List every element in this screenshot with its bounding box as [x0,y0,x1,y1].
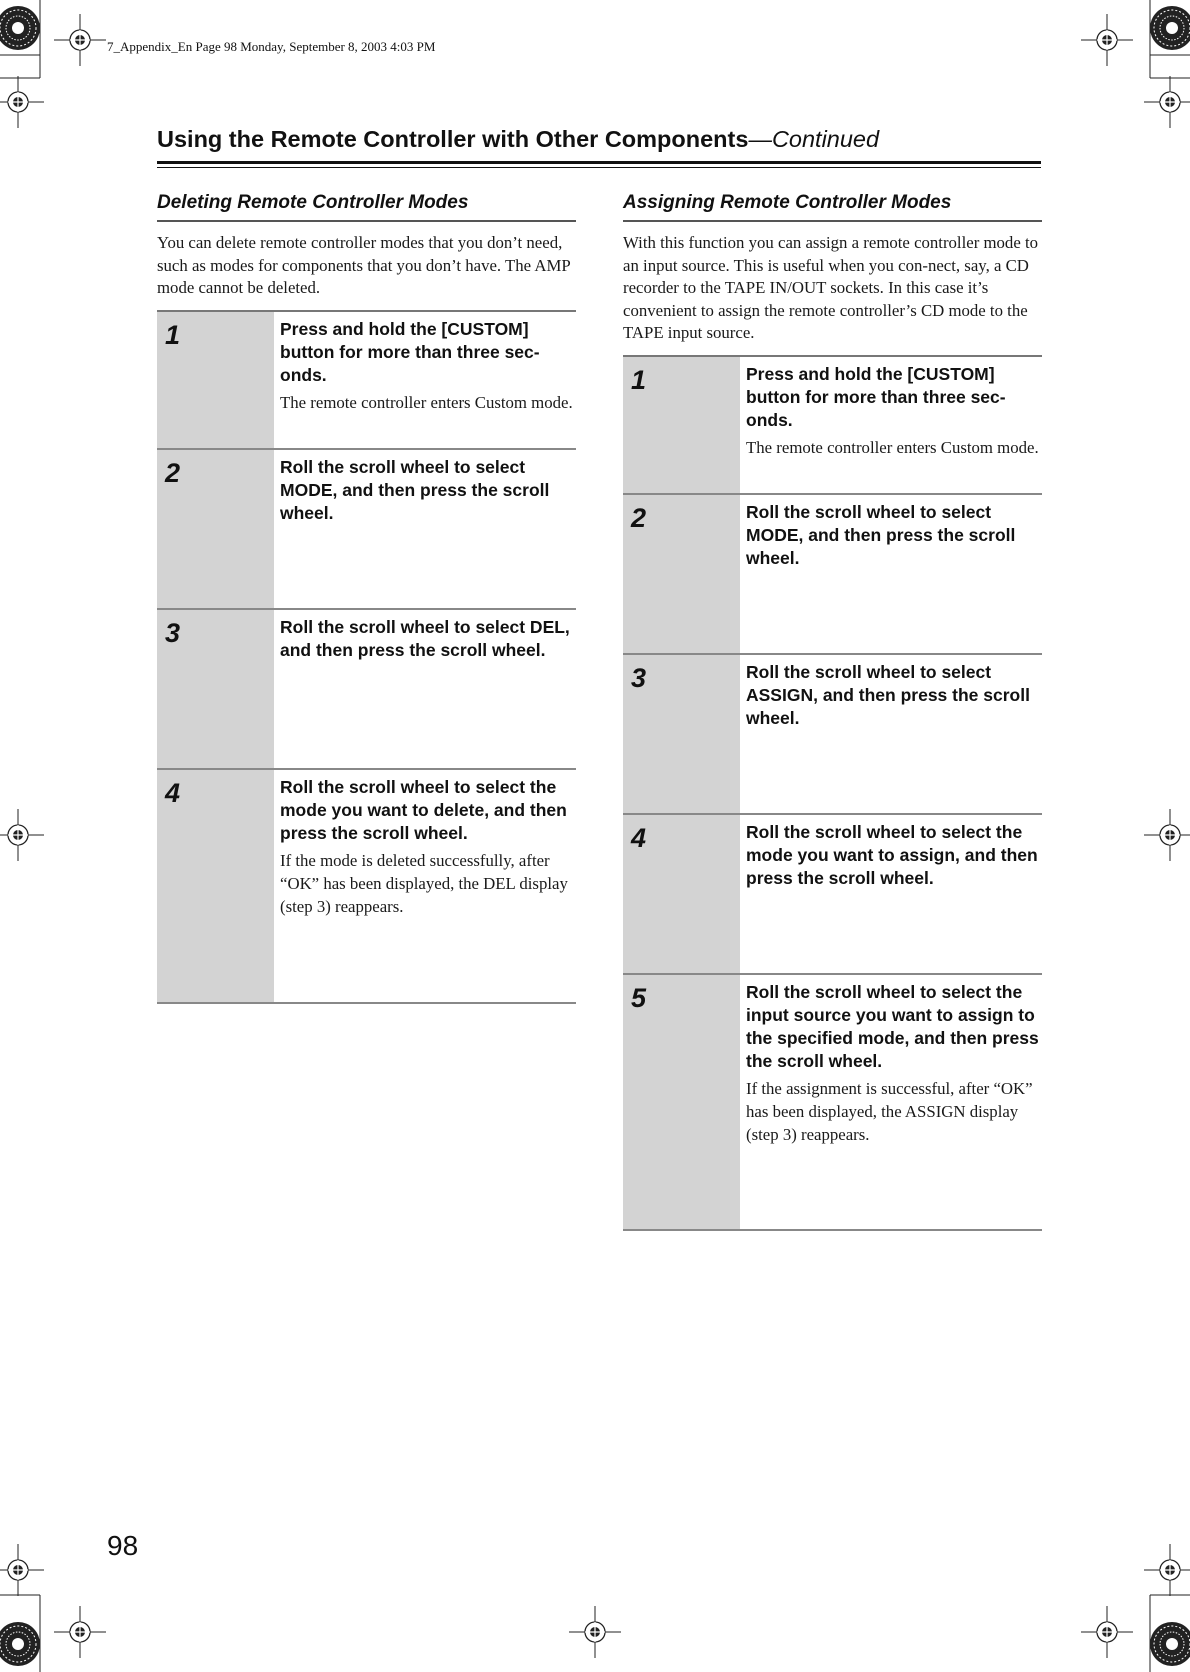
title-rule-thin [157,167,1041,168]
step-number: 5 [623,975,740,1229]
step-note: The remote controller enters Custom mode. [746,437,1039,457]
page-number: 98 [107,1530,139,1561]
step-body [274,770,576,1002]
page-title [157,126,1041,153]
step-instruction: Roll the scroll wheel to select MODE, and then press the scroll wheel. [280,456,550,523]
step [157,770,576,1004]
section-intro: You can delete remote controller modes that you don’t need, such as modes for components that you don’t have. The AMP mode cannot be deleted. [157,233,571,298]
step-instruction: Press and hold the [CUSTOM] button for more than three sec-onds. [280,318,540,385]
file-slug: 7_Appendix_En Page 98 Monday, September 8, 2003 4:03 PM [107,39,436,54]
step-body [274,610,576,768]
step-number: 2 [623,495,740,653]
step-instruction: Roll the scroll wheel to select the mode you want to assign, and then press the scroll wheel. [746,821,1038,888]
step [623,815,1042,975]
deleting-section [157,192,576,1004]
step-instruction: Roll the scroll wheel to select the input source you want to assign to the specified mode, and then press the scroll wheel. [746,981,1039,1071]
step-list [157,310,576,1004]
step-body [740,815,1042,973]
step [623,357,1042,495]
step-note: If the mode is deleted successfully, after “OK” has been displayed, the DEL display (step 3) reappears. [280,850,568,916]
step-number: 4 [157,770,274,1002]
step-note: If the assignment is successful, after “OK” has been displayed, the ASSIGN display (step 3) reappears. [746,1078,1033,1144]
step-number: 3 [623,655,740,813]
step-instruction: Press and hold the [CUSTOM] button for more than three sec-onds. [746,363,1006,430]
step [623,975,1042,1231]
step [623,495,1042,655]
step [157,312,576,450]
step-instruction: Roll the scroll wheel to select the mode you want to delete, and then press the scroll wheel. [280,776,567,843]
step-body [740,357,1042,493]
page-title-main: Using the Remote Controller with Other Components [157,126,749,152]
step-body [740,975,1042,1229]
step-body [274,312,576,448]
section-title: Assigning Remote Controller Modes [623,192,1042,222]
step-instruction: Roll the scroll wheel to select ASSIGN, and then press the scroll wheel. [746,661,1030,728]
page-title-suffix: —Continued [748,126,880,152]
step-note: The remote controller enters Custom mode. [280,392,573,412]
section-title: Deleting Remote Controller Modes [157,192,576,222]
step-number: 2 [157,450,274,608]
step [157,450,576,610]
step-body [740,655,1042,813]
step-instruction: Roll the scroll wheel to select DEL, and then press the scroll wheel. [280,616,570,660]
step-list [623,355,1042,1231]
step-number: 4 [623,815,740,973]
step-instruction: Roll the scroll wheel to select MODE, and then press the scroll wheel. [746,501,1016,568]
title-rule-thick [157,161,1041,164]
step [157,610,576,770]
step-body [740,495,1042,653]
step-body [274,450,576,608]
step-number: 1 [157,312,274,448]
step-number: 1 [623,357,740,493]
section-intro: With this function you can assign a remote controller mode to an input source. This is useful when you con-nect, say, a CD recorder to the TAPE IN/OUT sockets. In this case it’s convenient to assign the remote controller’s CD mode to the TAPE input source. [623,233,1039,343]
assigning-section [623,192,1042,1231]
step [623,655,1042,815]
step-number: 3 [157,610,274,768]
